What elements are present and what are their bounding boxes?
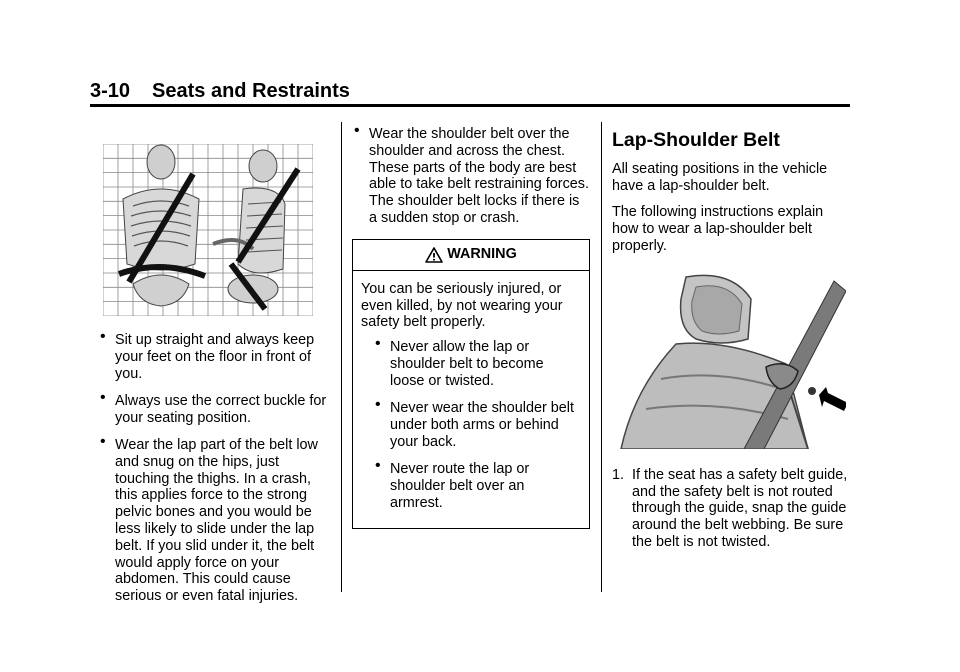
section-number: 3-10 xyxy=(90,80,131,102)
bullet-dot-icon: • xyxy=(100,328,106,345)
warning-intro: You can be seriously injured, or even killed, by not wearing your safety belt properly. xyxy=(361,280,563,331)
warning-title: WARNING xyxy=(447,246,517,263)
column-3 xyxy=(612,126,852,551)
bullet-sit-straight: • Sit up straight and always keep your feet on the floor in front of you. xyxy=(100,328,315,382)
column-divider-1 xyxy=(341,122,342,592)
section-heading: Lap-Shoulder Belt xyxy=(612,129,780,151)
header-rule xyxy=(90,104,850,107)
body-skeleton-illustration xyxy=(103,144,313,316)
paragraph-seating: All seating positions in the vehicle have a lap-shoulder belt. xyxy=(612,160,828,194)
column-2 xyxy=(352,122,590,529)
page-header xyxy=(90,80,350,103)
warning-bullet-under-arms: • Never wear the shoulder belt under both arms or behind your back. xyxy=(375,396,574,450)
bullet-lap-belt-low: • Wear the lap part of the belt low and snug on the hips, just touching the thighs. In a crash, this applies force to the strong pelvic bones and you would be less likely to slide under the lap belt. If you slid under it, the belt would apply force on your abdomen. This could cause serious or even fatal injuries. xyxy=(100,432,318,605)
bullet-dot-icon: • xyxy=(375,335,381,353)
bullet-dot-icon: • xyxy=(100,388,106,406)
bullet-dot-icon: • xyxy=(375,396,381,414)
bullet-correct-buckle: • Always use the correct buckle for your seating position. xyxy=(100,388,327,426)
column-1 xyxy=(98,128,334,615)
section-title: Seats and Restraints xyxy=(152,80,350,102)
warning-body xyxy=(353,271,589,528)
seat-belt-guide-illustration xyxy=(616,269,846,449)
warning-bullet-armrest: • Never route the lap or shoulder belt over an armrest. xyxy=(375,456,530,511)
step-text: If the seat has a safety belt guide, and the safety belt is not routed through the guide, snap the guide around the belt webbing. Be sure the belt is not twisted. xyxy=(632,466,848,550)
bullet-dot-icon: • xyxy=(100,432,106,450)
column-divider-2 xyxy=(601,122,602,592)
paragraph-instructions: The following instructions explain how to wear a lap-shoulder belt properly. xyxy=(612,204,824,254)
warning-triangle-icon xyxy=(425,247,443,263)
step-number: 1. xyxy=(612,466,625,483)
warning-bullet-loose: • Never allow the lap or shoulder belt to become loose or twisted. xyxy=(375,335,544,389)
bullet-dot-icon: • xyxy=(354,122,360,139)
warning-box xyxy=(352,239,590,529)
bullet-dot-icon: • xyxy=(375,456,381,474)
bullet-shoulder-belt: • Wear the shoulder belt over the shoulder and across the chest. These parts of the body are best able to take belt restraining forces. The shoulder belt locks if there is a sudden stop or crash. xyxy=(354,122,589,226)
step-1 xyxy=(612,467,852,551)
warning-header xyxy=(353,240,589,271)
